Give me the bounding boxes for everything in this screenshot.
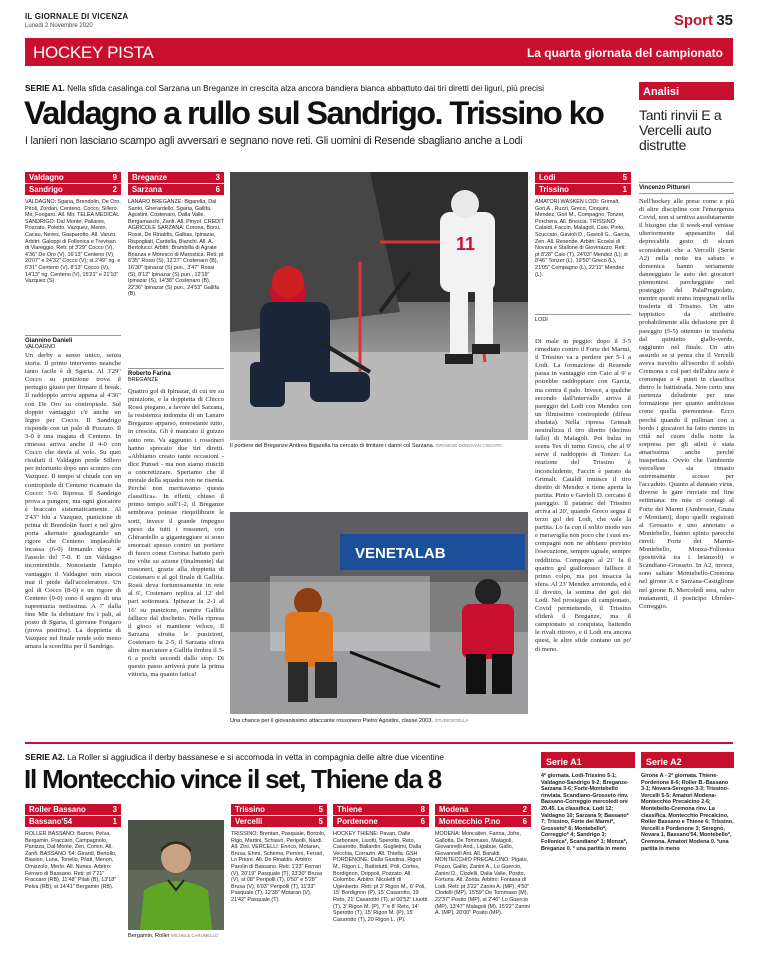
a2-box-1-body: ROLLER BASSANO: Baroni, Pelva, Bergamin, Fraccaro, Campagnolo, Panizza, Dal Monte, Zen, Comin. All. Zanfi. BASSANO '54: Girardi, Bertollo, Biasion, Luna, Tonello, Pilati, Menon, Omizzolo, Merlo. All. Nunes. Arbitro: Ferraro di Bassano. Reti: pt 7'21" Fraccaro (RB), 11'48" Pilati (B), 13'18" Pelva (RB); st 14'41" Bergamin (RB).	[25, 831, 117, 890]
caption-text: Una chance per il giovanissimo attaccante rossonero Pietro Agostini, classe 2003.	[230, 718, 434, 724]
section-banner	[25, 38, 733, 66]
issue-date: Lunedì 2 Novembre 2020	[25, 23, 93, 29]
caption-text: Il portiere del Breganze Andrea Bigarella ha cercato di limitare i danni col Sarzana.	[230, 443, 435, 449]
a1-box-1	[25, 172, 121, 349]
a2-box-4	[435, 804, 531, 966]
a2-box-4-body: MODENA: Moncalieri, Farina, Jofre, Gallotta, De Tommaso, Malagoli, Giovannelli And., Ligabue, Gallo, Giovannelli Ant. All. Baraldi. MONTECCHIO PRECALCINO: Pigato, Pozzo, Gallio, Zanini A., Lo Guercio, Zanini D., Clodelli, Dalla Valle, Posito, Fortuna. All. Zonta. Arbitro: Fontana di Lodi. Reti: pt 3'22" Zanini A. (MP), 4'50" Clodelli (MP), 15'59" De Tommaso (M), 22'37" Posito (MP), st 2'46" Lo Guercio (MP), 13'47" Malagoli (M), 15'22" Zanini A. (MP), 20'00" Posito (MP).	[435, 831, 530, 917]
score-row-away: Vercelli 5	[231, 816, 327, 827]
analisi-label-bar	[639, 82, 734, 100]
a1-photo-2-caption	[230, 718, 528, 724]
standings-label-bar	[541, 752, 635, 768]
score-row-away: Sarzana 6	[128, 184, 224, 195]
score-row-home: Valdagno 9	[25, 172, 121, 183]
a2-box-3	[333, 804, 429, 966]
a2-box-2-body: TRISSINO: Brentan, Pasquale, Bortolo, Rigo, Martini, Schiavo, Peripolli, Nardi. All. Zini. VERCELLI: Enrico, Motaran, Brusa, Ehmi, Schema, Perroni, Ferrari, Lo Priore. All. De Rinaldis. Arbitro: Parolin di Bassano. Reti: 1'23" Ferrari (V), 20'19" Pasquale (T), 23'30" Brusa (V), st 08" Peripolli (T), 0'50" e 5'28" Brusa (V), 6'03" Peripolli (T), 11'33" Pasquale (T), 12'38" Motaran (V), 21'42" Pasquale (T).	[231, 831, 326, 903]
analisi-author: Vincenzo Pittureri	[639, 185, 690, 191]
attacker-photo-graphic	[230, 512, 528, 714]
caption-credit: MICHELE CARUMELLO	[171, 933, 219, 938]
place-3: LODI	[535, 314, 631, 323]
player-portrait-graphic	[128, 820, 224, 930]
a1-photo-1-caption	[230, 443, 528, 449]
byline-2: Roberto Farina BREGANZE	[128, 368, 224, 383]
a1-headline: Valdagno a rullo sul Sandrigo. Trissino ko	[24, 95, 604, 131]
standings-label: Serie A2	[646, 757, 682, 767]
a2-box-2	[231, 804, 327, 966]
score-row-away: Trissino 1	[535, 184, 631, 195]
goalkeeper-photo-graphic	[230, 172, 528, 440]
score-row-home: Breganze 3	[128, 172, 224, 183]
score-row-home: Trissino 5	[231, 804, 327, 815]
analisi-label: Analisi	[643, 86, 680, 98]
score-row-away: Montecchio P.no 6	[435, 816, 531, 827]
analisi-body: Nell'hockey alle prese come e più di altre discipline con l'emergenza Covid, non si sentiva assolutamente il bisogno che il week-end venisse ulteriormente appesantito dal deprecabile gesto di alcuni sconsiderati che a Vercelli (Serie A2) nella notte tra sabato e domenica hanno seriamente danneggiato le auto dei giocatori piemontesi parcheggiate nel posteggio del PalaPregnolato, mentre questi erano impegnati nella trasferta di Trissino. Un atto teppistico da attribuire probabilmente alla delusione per il pareggio (5-5) ottenuto in trasferta dal quintetto giallo-verde, raggiunto nel finale. Un atto assurdo se si pensa che il Vercelli aveva travolto all'esordio il solido Cremona e col pari dell'altra sera è comunque a 4 punti in classifica dietro le battistrada. Non certo una partenza deludente per una formazione per quanto ambiziosa come quella piemontese. Ecco perché quando il pullman con a bordo i giocatori ha fatto rientro in città nel cuore della notte la sorpresa per gli atleti è stata amarissima anche perché inaspettata. Ovvio che l'ambiente vercellese sia rimasto estremamente scosso per l'accaduto. Quanto al dannato virus, diverse le gare rinviate nel fine settimana: tre mie ci contagi al Forte dei Marmi (Ambrosio, Gnata e Montiani), dopo quelli registrati al Grosseto e uno annotato a Montebello, hanno spinto parecchi rinvii: Forte dei Marmi-Montebello, Monza-Follonica (positività tra i brianzoli) e Scandiano-Grosseto. In A2, invece, sono saltate Montebello-Cremona nel girone A e Sarzana-Castiglione nel girone B. Mercoledì sera, salvo mutamenti, il posticipo Ubroler-Correggio.	[639, 198, 734, 610]
a1-box-2-body: LANARO BREGANZE: Bigarella, Dal Santo, Gherardello, Sgaria, Gallifa, Agostini, Costenaro, Dalla Valle, Bergamaschi, Zanfi. All. Pinyol. CREDIT AGRICOLE SARZANA: Corona, Borsi, Rossi, De Rinaldis, Galbas, Ipinazar, Rispogliati, Cardella, Bianchi. All. A. Bertolucci. Arbitri: Brambilla di Agrate Brianza e Moresco di Marostica. Reti: pt 6'35" Rossi (S), 12'27" Costenaro (B), 16'30" Ipinazar (S) pun., 3'47" Rossi (S), 8'12" Ipinazar (S) pun., 12'19" Ipinazar (S), 14'38" Costenaro (B), 22'36" Ipinazar (S) pun., 24'53" Gallifa (B).	[128, 199, 224, 298]
a2-kicker: SERIE A2.	[25, 752, 65, 762]
standings-serie-a1	[541, 752, 635, 953]
score-row-away: Sandrigo 2	[25, 184, 121, 195]
a2-box-3-body: HOCKEY THIENE: Pavan, Dalle Carbonare, Liuotti, Sperotto, Reto, Casarotto, Ballardin, Guglielmi, Dalla Vecchia, Corrazin. All. Thiella. GSH PORDENONE: Dalla Giustina, Rigon M., Rigon L., Battistutti, Poli, Cortes, Bordignon, Orippoli, Pozzato. All. Colombo. Arbitro: Nicoletti di Ugenberto. Reti: pt 3' Rigon M., 6' Poli, 15' Bordignon (P), 15' Casarotto, 19 Reto, 21' Casarotto (T), st 00'52" Liuotti (T), 3' Rigon M. (P), 7' e 8' Reto, 14' Sperotto (T), 15' Rigon M. (P), 15' Casarotto (T), 20 Rigon L. (P).	[333, 831, 428, 923]
a1-article-col2: Quattro gol di Ipinazar, di cui tre su punizione, e la doppietta di Chicco Rossi piegano, a favore del Sarzana, la resistenza indomita di un Lanaro Breganze apparso, nonostante tutto, in crescita. Gli è mancato il guizzo sotto rete. Va aggiunto i rossoneri hanno sprecato due tiri diretti. «Abbiamo creato tante occasioni - dice Punset - ma non siamo riusciti a concretizzare. Speriamo che il morale della squadra non ne risenta. Perché non meritavamo questa classifica». In effetti, chiuso il primo tempo sull'1-2, il Breganze sembrava potesse riequilibrare le sorti, invece il grande impegno speso da tutti i rossoneri, con Ghirardello a giganteggiare si sono smorzati spesso contro un portiere di fuoco come Corona: battuto però tre volte su azione (finalmente) dai rossoneri, grazie alla doppietta di Costenaro e al gol finale di Gallifa. Rossi deva fortunosamente in rete al 6', Costenaro replica al 12' del pari sottomura. Ipinazar fa 2-1 al 16' su punizione, mentre Gallifa fallisce dal dischetto. Nella ripresa il gioco si mantiene veloce, Il Sarzana sfrutta le punizioni, Costenaro fa 2-5, il Sarzana sfiora altre marcature e Gallifa timbra il 3-6 a pochi secondi dallo stop. Di questo passo arriverà pure la prima vittoria, ma quanto fatica!	[128, 388, 224, 679]
score-row-away: Pordenone 6	[333, 816, 429, 827]
a1-kicker-text: Nella sfida casalinga col Sarzana un Breganze in crescita alza ancora bandiera bianca abbattuto dai tiri diretti dei liguri, più precisi	[67, 83, 545, 93]
caption-credit: GRAVESE DONOVAN CISCATO	[435, 443, 502, 448]
section-label: Sport	[673, 12, 713, 29]
svg-text:VENETALAB: VENETALAB	[355, 545, 446, 562]
a1-box-2	[128, 172, 224, 384]
analisi-panel	[639, 82, 734, 730]
byline-1: Giannino Danieli VALDAGNO	[25, 335, 121, 350]
a1-box-3-body: AMATORI WASKEN LODI: Grimalt, Gori A., Ruzzi, Greco, Cinquini, Mendez, Gori M., Compagno, Tonzer, Porchera. All. Brescia. TRISSINO: Cataldi, Faccin, Malagoli, Caio, Pinto, Scuccato, Gavioli D., Gavioli G., Garcia, Zen. All. Resende. Arbitri: Eccelsi di Novara e Stallone di Giovinazzo. Reti: pt 8'28" Caio (T), 24'03" Mendez (L); st 8'46" Tonzer (L), 19'50" Greco (L), 21'05" Compagno (L), 22'11" Mendez (L).	[535, 199, 631, 278]
a2-photo-caption	[128, 933, 228, 939]
page-number: 35	[716, 12, 733, 29]
banner-subtitle: La quarta giornata del campionato	[526, 46, 723, 60]
masthead	[25, 12, 733, 32]
section-divider	[25, 742, 733, 744]
standings-label: Serie A1	[546, 757, 582, 767]
caption-credit: STUDIOSTELLA	[434, 718, 469, 723]
banner-title: HOCKEY PISTA	[33, 43, 154, 62]
a1-photo-2	[230, 512, 528, 714]
a2-photo	[128, 820, 224, 930]
standings-serie-a2	[641, 752, 734, 953]
standings-body: 4ª giornata. Lodi-Trissino 5-1; Valdagno-Sandrigo 9-2; Breganze-Sarzana 3-6; Forte-Montebello rinviata. Scandiano-Grosseto rinv. Bassano-Correggio mercoledì ore 20.45. La classifica. Lodi 12; Valdagno 10; Sarzana 9; Bassano* 7; Trissino, Forte dei Marmi*, Grosseto* 6; Montebello*, Correggio* 4; Sandrigo 3; Follonica*, Scandiano* 1; Monza*, Breganze 0. * una partita in meno	[541, 773, 629, 852]
score-row-away: Bassano'54 1	[25, 816, 121, 827]
a1-kicker-line	[25, 83, 610, 93]
paper-name: IL GIORNALE DI VICENZA	[25, 12, 129, 21]
a2-box-1	[25, 804, 121, 951]
analisi-title: Tanti rinvii E a Vercelli auto distrutte	[639, 108, 722, 153]
score-row-home: Thiene 8	[333, 804, 429, 815]
a2-kicker-line	[25, 752, 535, 762]
a2-kicker-text: La Roller si aggiudica il derby bassanese e si accomoda in vetta in compagnia delle altre due vicentine	[67, 752, 444, 762]
a2-headline: Il Montecchio vince il set, Thiene da 8	[24, 764, 441, 794]
a1-box-1-body: VALDAGNO: Sgaria, Brendolin, De Oro, Piroli, Zordan, Centeno, Cocco, Sillero. Mir, Fongaro. All. Mir. TELEA MEDICAL SANDRIGO: Dal Monte, Pallares, Pozzato, Poletto, Vazquez, Menin, Cacau, Neves, Gasparotto. All. Vanzo. Arbitri: Galoppi di Follonica e Trevisan di Viareggio. Reti: pt 3'29" Cocco (V), 4'36" De Oro (V), 16'13" Centeno (V), 20'07" e 24'32" Cocco (V); st 2'49" rig. e 6'31" Centeno (V), 8'13" Cocco (V), 14'13" rig. Centeno (V), 15'21" e 21'10" Vazquez (S)	[25, 199, 121, 285]
score-row-home: Lodi 5	[535, 172, 631, 183]
a1-kicker: SERIE A1.	[25, 83, 65, 93]
a1-box-3	[535, 172, 631, 319]
caption-text: Bergamin, Roller	[128, 933, 170, 939]
a1-article-col3: Di male in peggio: dopo il 3-5 rimediato contro il Forte dei Marmi, il Trissino va a perdere per 5-1 a Lodi. La formazione di Resende passa in vantaggio con Caio al 9' e potrebbe raddoppiare con Garcia, ma centra il palo. Invece, a qualche secondo dall'intervallo arriva il pareggio del Lodi con Mendez con un filmissimo contropiede (difesa sbadata). Nella ripresa Grimalt neutralizza il tiro diretto (decimo fallo) di Malagoli. Poi balza in scena Tex di turno Greco, che al 9' serve il raddoppio di Tonzer. La reazione del Trissino è inconcludente, Faccin è parato da Grimalt. Cataldi intuisce il tiro diretto di Mendez e tiene aperta la partita. Pinto e Gavioli D. cercano il pareggio. Il patatrac del Trissino arriva al 20', quando Greco segna il terzo gol dei Lodi, che vale la partita. Lo fa con il solito modo suo e meraviglia non poco che i suoi ex-compagni non ne abbiano previsto l'esecuzione, sempre uguale, sempre redditizia. Compagno al 21' fa il quattro gol giallorosso: fallisce il primo colpo, ma poi insacca la sfera. Al 23' Mendez arrotonda, ed è il dovuto, la somma dei gol del Lodi. Nel prosieguo di campionato, Covid permettendo, il Trissino sfiderà il Breganze, ma il campionato si conquista, battendo le rivali ritrovo, e il Lodi era ancora quest, le altre sfide contano un po' di meno.	[535, 338, 631, 653]
a1-deck: I lanieri non lasciano scampo agli avversari e segnano nove reti. Gli uomini di Resende sbagliano anche a Lodi	[25, 135, 523, 147]
score-row-home: Roller Bassano 3	[25, 804, 121, 815]
standings-body: Girone A - 2ª giornata. Thiene-Pordenone 8-6; Roller B.-Bassano 3-1; Novara-Seregno 3-3; Trissino-Vercelli 5-5; Amatori Modena-Montecchio Precalcino 2-6; Montebello-Cremona rinv. La classifica. Montecchio Precalcino, Roller Bassano e Thiene 6; Trissino, Vercelli e Pordenone 3; Seregno, Novara 1, Bassano'54, Montebello*, Cremona, Amatori Modena 0. *una partita in meno	[641, 773, 734, 852]
svg-text:11: 11	[456, 234, 476, 254]
standings-label-bar	[641, 752, 734, 768]
a1-photo-1	[230, 172, 528, 440]
a1-article-col1: Un derby a senso unico, senza storia. Il primo intervento neanche tanto facile è di Sgaria. Al 3'29" Cocco su punizione trova il pertugio giusto per firmare il break. Il raddoppio arriva appena al 4'36" con De Oro su contropiede. Sul doppio vantaggio c'è anche un legno per Cocco. Il Sandrigo risponde con un palo di Pozzato. Il 3-0 è una magata di Centeno. In rimessa arriva anche il 4-0 con Cocco che devia al volo. Su quei risultati il Valdagno perde Sillero per infortunio dopo uno scontro con Vazquez. Il tempo si chiude con un contropiede di Centeno ricamato da Cocco: 5-0. Ripresa. Il Sandrigo prova a pungere, ma ogni giocatore è braccato sistematicamente. Al 2'43" blu a Vazquez, punizione di prima di Brendolin fuori e nel giro porta alternato guadagnando un rigore che Centeno implacabile incassa (6-0) firmando dopo 4' l'assolo del 7-0. E un Valdagno incontenibile. Nonostante l'ampio vantaggio il Valdagno non stacca mai il piede dall'acceleratore. Un gol di Cocco (8-0) e un rigore di Centeno (9-0) sono il segno di una supremazia nettissima. A 7' dalla fine Mir fa debuttare fra i pali, al posto di Sgaria, il giovane Fongaro (prova positiva). La doppietta di Vazquez nel finale rende solo meno amara la sconfitta per il Sandrigo.	[25, 352, 121, 651]
score-row-home: Modena 2	[435, 804, 531, 815]
